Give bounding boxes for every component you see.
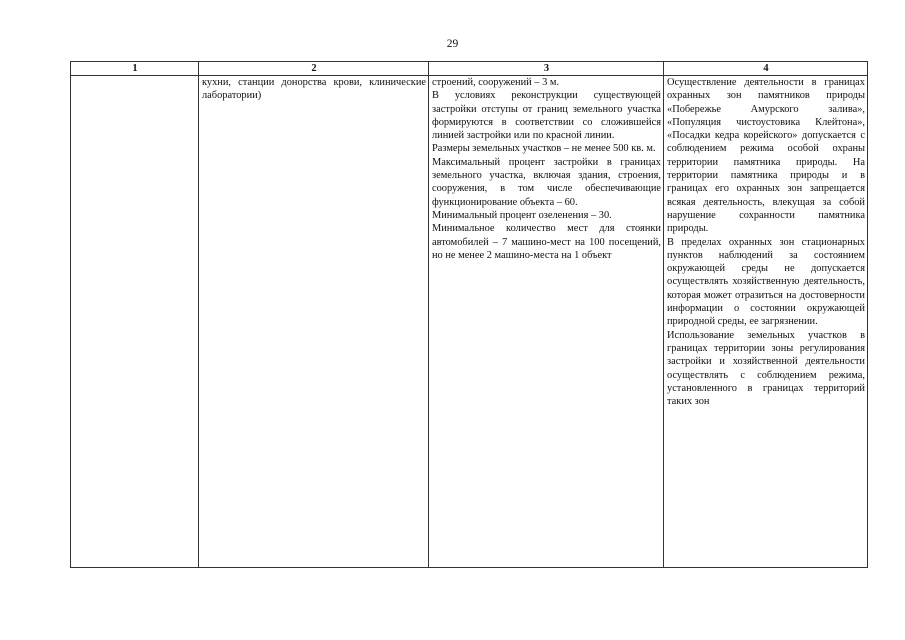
page-number: 29 — [446, 38, 459, 50]
regulations-table — [70, 61, 868, 568]
paragraph: кухни, станции донорства крови, клинические лаборатории) — [202, 77, 426, 102]
column-header-1: 1 — [71, 62, 199, 76]
column-header-4: 4 — [664, 62, 868, 76]
paragraph: Максимальный процент застройки в границах земельного участка, включая здания, строения, сооружения, в том числе обеспечивающие функционирование объекта – 60. — [432, 156, 661, 208]
paragraph: Минимальное количество мест для стоянки автомобилей – 7 машино-мест на 100 посещений, но не менее 2 машино-места на 1 объект — [432, 223, 661, 261]
paragraph: Минимальный процент озеленения – 30. — [432, 209, 612, 221]
header-row — [71, 62, 868, 76]
cell-column-1 — [71, 76, 199, 568]
column-header-3: 3 — [429, 62, 664, 76]
column-header-2: 2 — [199, 62, 429, 76]
paragraph: строений, сооружений – 3 м. — [432, 77, 560, 88]
cell-column-4 — [664, 76, 868, 568]
paragraph: Размеры земельных участков – не менее 500 кв. м. — [432, 143, 656, 155]
paragraph: Использование земельных участков в границах территории зоны регулирования застройки и хозяйственной деятельности осуществлять с соблюдением режима, установленного в границах территорий таких зон — [667, 329, 865, 408]
paragraph: Осуществление деятельности в границах охранных зон памятников природы «Побережье Амурского залива», «Популяция чистоустовика Клейтона», «Посадки кедра корейского» допускается с соблюдением режима особой охраны территории памятника природы. На территории памятника природы и в границах его охранных зон запрещается всякая деятельность, влекущая за собой нарушение сохранности памятника природы. — [667, 77, 865, 235]
table-header — [71, 62, 868, 76]
cell-column-3 — [429, 76, 664, 568]
table-row — [71, 76, 868, 568]
paragraph: В пределах охранных зон стационарных пунктов наблюдений за состоянием окружающей среды не допускается осуществлять хозяйственную деятельность, которая может отразиться на достоверности информации о состоянии окружающей природной среды, ее загрязнении. — [667, 236, 865, 328]
cell-column-2 — [199, 76, 429, 568]
table-body — [71, 76, 868, 568]
paragraph: В условиях реконструкции существующей застройки отступы от границ земельного участка формируются в соответствии со сложившейся линией застройки или по красной линии. — [432, 90, 661, 142]
